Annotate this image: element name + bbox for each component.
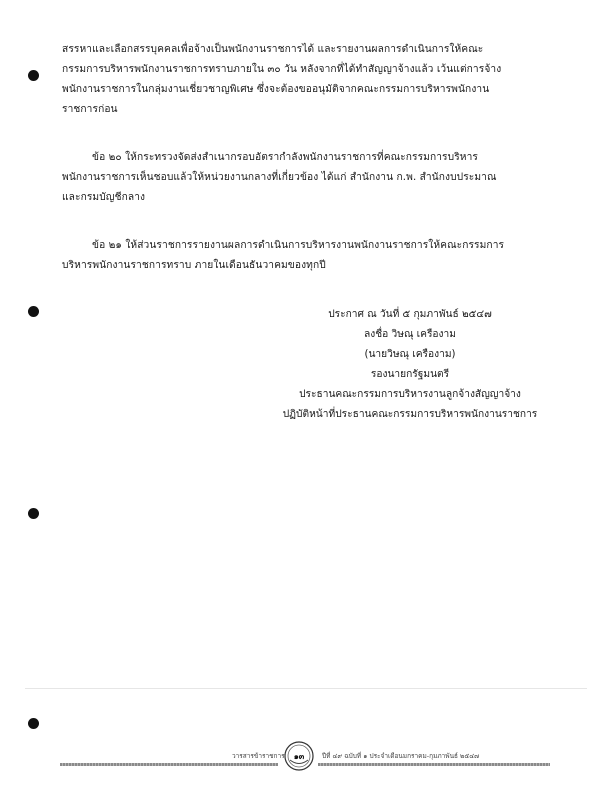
paragraph-line: กรรมการบริหารพนักงานราชการทราบภายใน ๓๐ วัน หลังจากที่ได้ทำสัญญาจ้างแล้ว เว้นแต่การจ้าง [62,64,502,75]
signature-block [240,305,580,425]
footer-journal-name: วารสารข้าราชการ [232,752,285,760]
paragraph-line: พนักงานราชการเห็นชอบแล้วให้หน่วยงานกลางที่เกี่ยวข้อง ได้แก่ สำนักงาน ก.พ. สำนักงบประมาณ [62,172,497,183]
signatory-position: รองนายกรัฐมนตรี [370,369,450,380]
signatory-name: (นายวิษณุ เครืองาม) [364,349,456,360]
paragraph-line: ราชการก่อน [62,104,118,115]
paragraph-line: ข้อ ๒๐ ให้กระทรวงจัดส่งสำเนากรอบอัตรากำลังพนักงานราชการที่คณะกรรมการบริหาร [92,152,478,163]
paragraph-line: พนักงานราชการในกลุ่มงานเชี่ยวชาญพิเศษ ซึ่งจะต้องขออนุมัติจากคณะกรรมการบริหารพนักงาน [62,84,490,95]
paragraph-line: บริหารพนักงานราชการทราบ ภายในเดือนธันวาคมของทุกปี [62,260,326,271]
page-number-badge [284,741,314,771]
clause-21-paragraph [62,236,504,276]
paragraph-line: ข้อ ๒๑ ให้ส่วนราชการรายงานผลการดำเนินการบริหารงานพนักงานราชการให้คณะกรรมการ [92,240,505,251]
clause-20-paragraph [62,148,497,208]
signatory-role: ปฏิบัติหน้าที่ประธานคณะกรรมการบริหารพนักงานราชการ [282,409,538,420]
signatory-role: ประธานคณะกรรมการบริหารงานลูกจ้างสัญญาจ้าง [299,389,521,400]
footer-rule [318,763,550,766]
scan-divider [25,688,587,689]
punch-hole [28,70,39,81]
clause-continuation-paragraph [62,40,501,120]
punch-hole [28,306,39,317]
footer-issue-info: ปีที่ ๔๙ ฉบับที่ ๑ ประจำเดือนมกราคม-กุมภาพันธ์ ๒๕๔๗ [322,752,480,760]
punch-hole [28,718,39,729]
paragraph-line: สรรหาและเลือกสรรบุคคลเพื่อจ้างเป็นพนักงานราชการได้ และรายงานผลการดำเนินการให้คณะ [62,44,484,55]
announcement-date: ประกาศ ณ วันที่ ๕ กุมภาพันธ์ ๒๕๔๗ [328,309,492,320]
footer-rule [60,763,278,766]
signed-by: ลงชื่อ วิษณุ เครืองาม [364,329,456,340]
paragraph-line: และกรมบัญชีกลาง [62,192,146,203]
page-footer [0,736,612,776]
punch-hole [28,508,39,519]
page-number: ๑๓ [293,752,305,761]
